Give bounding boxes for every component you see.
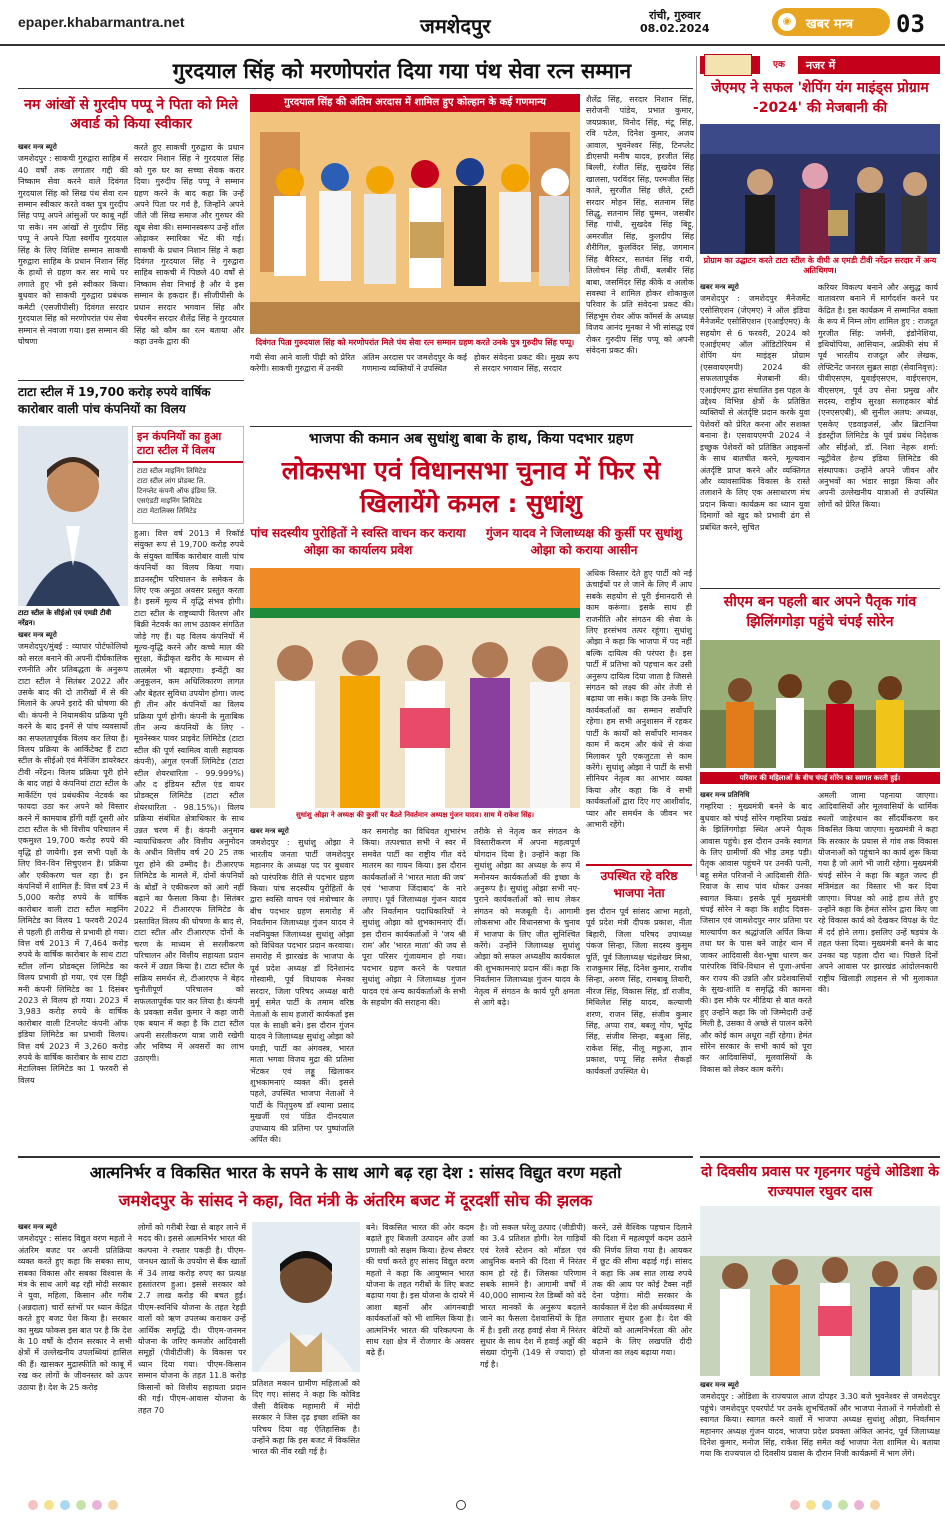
story6-body-col1 [18, 1222, 132, 1494]
edition-date-value: 08.02.2024 [640, 22, 710, 35]
byline: खबर मन्त्र ब्यूरो [250, 827, 289, 835]
byline: खबर मन्त्र ब्यूरो [18, 631, 57, 639]
page-number: 03 [896, 10, 925, 38]
registration-dot [806, 1500, 816, 1510]
story5-headline: सीएम बन पहली बार अपने पैतृक गांव झिलिंगगोड़ा पहुंचे चंपई सोरेन [723, 594, 917, 630]
registration-dot [92, 1500, 102, 1510]
list-item: एसएंडटी माइनिंग लिमिटेड [137, 497, 202, 505]
story4-photo [250, 568, 580, 808]
column-divider [696, 56, 697, 876]
list-item: टाटा स्टील माइनिंग लिमिटेड [137, 467, 207, 475]
story4-body-col2: कर समारोह का विधिवत शुभारंभ किया। तत्पश्चात सभी ने स्वर में समवेत पार्टी का राष्ट्रीय गीत वंदे मातरम का गायन किया। इस दौरान कार्यकर्ताओं ने 'भारत माता की जय' एवं 'भाजपा जिंदाबाद' के नारे लगाए। पूर्व जिलाध्यक्ष गुंजन यादव और निवर्तमान पदाधिकारियों ने सुधांशु ओझा को शुभकामनाएं दीं। इस दौरान कार्यकर्ताओं ने 'जय श्री राम' और 'भारत माता' की जय से पूरा परिसर गूंजायमान हो गया। पदभार ग्रहण करने के पश्चात सुधांशु ओझा ने जिलाध्यक्ष गुंजन यादव एवं अन्य कार्यकर्ताओं के सभी के सहयोग की सराहना की। [362, 827, 466, 1008]
story3-photo [18, 426, 128, 606]
page-header [0, 0, 945, 46]
story1-body-col5: होकर संवेदना प्रकट की। मुख्य रूप से सरदार भगवान सिंह, सरदार [474, 353, 579, 374]
registration-dot [44, 1500, 54, 1510]
story3-headline: टाटा स्टील में 19,700 करोड़ रुपये वार्षिक कारोबार वाली पांच कंपनियों का विलय [18, 385, 211, 416]
byline: खबर मन्त्र ब्यूरो [18, 143, 57, 151]
brand-logo [772, 8, 890, 36]
story7-text: जमशेदपुर : ओडिशा के राज्यपाल आज दोपहर 3.30 बजे भुवनेश्वर से जमशेदपुर पहुंचे। जमशेदपुर एयरपोर्ट पर उनके शुभचिंतकों और भाजपा नेताओं ने गर्मजोशी से स्वागत किया। स्वागत करने वालों में भाजपा अध्यक्ष सुधांशु ओझा, निवर्तमान महानगर अध्यक्ष गुंजन यादव, भाजपा प्रदेश प्रवक्ता अंकित आनंद, पूर्व जिलाध्यक्ष दिनेश कुमार, मनोज सिंह, राकेश सिंह समेत कई भाजपा नेता शामिल थे। बताया गया कि राज्यपाल दो दिवसीय प्रवास के दौरान निजी कार्यक्रमों में भाग लेंगे। [700, 1392, 940, 1459]
nazar-label: नजर में [806, 59, 836, 72]
nazar-banner [700, 56, 940, 74]
story4-subhead-right: गुंजन यादव ने जिलाध्यक्ष की कुर्सी पर सुधांशु ओझा को कराया आसीन [486, 526, 682, 557]
story4-headline: लोकसभा एवं विधानसभा चुनाव में फिर से खिलायेंगे कमल : सुधांशु [281, 456, 661, 518]
story1-photo-banner: गुरदयाल सिंह की अंतिम अरदास में शामिल हुए कोल्हान के कई गणमान्य [250, 94, 580, 112]
site-url[interactable]: epaper.khabarmantra.net [18, 14, 185, 30]
story3-photo-caption: टाटा स्टील के सीईओ एवं एमडी टीवी नरेंद्रन। [18, 609, 112, 627]
story6-body-col3: प्रतिशत मकान ग्रामीण महिलाओं को दिए गए। सांसद ने कहा कि कोविड जैसी वैश्विक महामारी में मोदी सरकार ने जिस दृढ़ इच्छा शक्ति का परिचय दिया वह ऐतिहासिक है। उन्होंने कहा कि इस बजट में विकसित भारत की नींव रखी गई है। [252, 1379, 360, 1457]
story2-body-col1 [700, 282, 810, 582]
divider [700, 1156, 940, 1158]
story2-headline: जेएमए ने सफल 'शेपिंग यंग माइंड्स प्रोग्राम -2024' की मेजबानी की [711, 80, 929, 116]
story5-body-col1 [700, 790, 812, 1150]
byline: खबर मन्त्र ब्यूरो [18, 1223, 57, 1231]
story6-body-col2: लोगों को गरीबी रेखा से बाहर लाने में मदद की। इससे आत्मनिर्भर भारत की कल्पना ने रफ्तार पकड़ी है। पीएम-जनधन खातों के उपयोग से बैंक खातों में 34 लाख करोड़ रुपए का प्रत्यक्ष हस्तांतरण हुआ। इससे सरकार को 2.7 लाख करोड़ की बचत हुई। पीएम-स्वनिधि योजना के तहत रेहड़ी वालों को ऋण उपलब्ध कराकर उन्हें आर्थिक समृद्धि दी। पीएम-जनमन योजना के जरिए कमजोर आदिवासी समूहों (पीवीटीजी) के विकास पर ध्यान दिया गया। पीएम-किसान सम्मान योजना के तहत 11.8 करोड़ किसानों को वित्तीय सहायता प्रदान की गई। पीएम-आवास योजना के तहत 70 [138, 1223, 246, 1415]
story4-body-right: अधिक विस्तार देते हुए पार्टी को नई ऊंचाईयों पर ले जाने के लिए मैं आप सबके सहयोग से पूरी ईमानदारी से काम करूंगा। इसके साथ ही राजनीति और संगठन की सेवा के लिए हरसंभव तत्पर रहूंगा। सुधांशु ओझा ने कहा कि भाजपा में पद नहीं बल्कि दायित्व की परंपरा है। इस पार्टी में प्रतिभा को पहचान कर उसी अनुरूप दायित्व दिया जाता है जिससे संगठन को लक्ष्य की ओर तेजी से बढ़ाया जा सके। कहा कि उनके लिए कार्यकर्ताओं का सम्मान सर्वोपरि रहेगा। हम सभी अनुशासन में रहकर पार्टी के कार्यों को सर्वोपरि मानकर काम में कदम और कंधे से कंधा मिलाकर पूरी एकजुटता से काम करेंगे। सुधांशु ओझा ने पार्टी के सभी सीनियर नेतृत्व का आभार व्यक्त किया और कहा कि वे सभी कार्यकर्ताओं द्वारा दिए गए आशीर्वाद, प्यार और समर्थन के जीवन भर आभारी रहेंगे। [586, 569, 692, 829]
registration-dot [60, 1500, 70, 1510]
airport-welcome-photo-illustration [700, 1206, 940, 1376]
registration-dot [108, 1500, 118, 1510]
divider [250, 426, 692, 427]
story4-body-col3: तरीके से नेतृत्व कर संगठन के विस्तारीकरण में अपना महत्वपूर्ण योगदान दिया है। उन्होंने कहा कि सुधांशु ओझा का अध्यक्ष के रूप में मनोनयन कार्यकर्ताओं की इच्छा के अनुरूप है। सुधांशु ओझा सभी नए-पुराने कार्यकर्ताओं को साथ लेकर संगठन को मजबूती दें। आगामी लोकसभा और विधानसभा के चुनाव में भाजपा के लिए जीत सुनिश्चित करेंगे। उन्होंने जिलाध्यक्ष सुधांशु ओझा को सफल अध्यक्षीय कार्यकाल की शुभकामनाएं प्रदान कीं। कहा कि निवर्तमान जिलाध्यक्ष गुंजन यादव के नेतृत्व में संगठन के कार्य पूरी क्षमता से आगे बढ़े। [474, 827, 580, 1008]
story1-text-1: जमशेदपुर : साकची गुरुद्वारा साहिब में 40 वर्षों तक लगातार गद्दी की निष्काम सेवा करने वाले दिवंगत गुरदयाल सिंह को सिख पंथ सेवा रत्न सम्मान स्वीकार करते वक्त पुत्र गुरदीप सिंह पप्पू अपने आंसुओं पर काबू नहीं पा सके। नम आंखों से गुरदीप सिंह पप्पू ने अपने पिता स्वर्गीय गुरदयाल सिंह के लिए विशिष्ट सम्मान साकची गुरुद्वारा साहिब के प्रधान निशान सिंह के हाथों से ग्रहण कर सर माथे पर लगाते हुए भी इसे स्वीकार किया। बुधवार को साकची गुरुद्वारा प्रबंधक कमेटी (एसजीपीसी) दिवंगत सरदार गुरदयाल सिंह को मरणोपरांत पंथ सेवा सम्मान से नवाजा गया। इस सम्मान की घोषणा [18, 154, 128, 346]
story1-body-col6: शैलेंद्र सिंह, सरदार निशान सिंह, सरोजनी पांडेय, प्रभात कुमार, जयप्रकाश, विनोद सिंह, मंटू सिंह, रवि पटेल, दिनेश कुमार, अजय आवाल, भुवनेश्वर सिंह, टिनप्लेट डीएसपी मनीष यादव, हरजीत सिंह बिल्ली, रंजीत सिंह, सुखदेव सिंह खालसा, परविंदर सिंह, परमजीत सिंह काले, सुरजीत सिंह छीते, ट्रस्टी सरदार मोहन सिंह, सतनाम सिंह सिद्धु, सतनाम सिंह घुम्मन, जसबीर सिंह गांधी, सुखदेव सिंह बिट्टू, अमरजीत सिंह, कुलदीप सिंह शैरीगिल, कुलविंदर सिंह, जगमान सिंह बैरिस्टर, सतवंत सिंह रायी, तिलोचन सिंह तीर्थी, बलबीर सिंह बाबा, जसमिंदर सिंह कीके व अलोक सवस्था ने शामिल होकर शोकाकुल परिवार के प्रति संवेदना प्रकट की। सिंहभूम रोवर ऑफ कॉमर्स के अध्यक्ष विजय आनंद मूनका ने भी सांसद्ध एवं रोकर गुरुदीप सिंह पप्पू को अपनी संवेदना प्रकट की। [586, 95, 694, 355]
village-welcome-photo-illustration [700, 640, 940, 768]
list-item: टाटा स्टील लांग प्रोडक्ट लि. [137, 477, 206, 485]
crosshair-icon [456, 1500, 466, 1510]
story5-photo-caption: परिवार की महिलाओं के बीच चंपई सोरेन का स्वागत करती हुई। [700, 772, 940, 784]
brand-mark-icon: ◉ [778, 13, 796, 31]
story5-body-col2: अमली जामा पहनाया जाएगा। आदिवासियों और मूलवासियों के धार्मिक स्थलों जाहेरथान का सौंदर्यीकरण कर विकसित किया जाएगा। मुख्यमंत्री ने कहा कि सरकार के प्रयास से गांव तक विकास योजनाओं को पहुंचाने का कार्य शुरू किया गया है जो आगे भी जारी रहेगा। मुख्यमंत्री चंपई सोरेन ने कहा कि बहुत जल्द ही मंत्रिमंडल का विस्तार भी कर दिया जाएगा। विपक्ष को आड़े हाथ लेते हुए उन्होंने कहा कि हेमंत सोरेन द्वारा किए जा रहे विकास कार्य को देखकर विपक्ष के पेट में दर्द होने लगा। इसलिए उन्हें षड़यंत्र के तहत फंसा दिया। मुख्यमंत्री बनने के बाद उनका यह पहला दौरा था। पिछले दिनों अपने आवास पर झारखंड आंदोलनकारी राष्ट्रीय खिलाड़ी लाइसन से भी मुलाकात की। [818, 791, 938, 994]
story3-body-col2: हुआ। वित्त वर्ष 2013 में रिकॉर्ड संयुक्त रूप से 19,700 करोड़ रुपये के संयुक्त वार्षिक कारोबार वाली पांच कंपनियों का विलय किया गया। डाउनस्ट्रीम परिचालन के समेकन के लिए एक अनूठा अवसर प्रस्तुत करता है। इसमें मूल्य में वृद्धि संभव होगी। टाटा स्टील के राष्ट्रव्यापी वितरण और बिक्री नेटवर्क का लाभ उठाकर संगठित जोड़े गए हैं। यह विलय कंपनियों में मूल्य-वृद्धि करने और कच्चे माल की सुरक्षा, केंद्रीकृत खरीद के माध्यम से तालमेल भी बढ़ाएगा। इन्वेंट्री का अनुकूलन, कम अधिलिकारण लागत और बेहतर सुविधा उपयोग होगा। जल्द ही तीन और कंपनियों का विलय प्रक्रिया पूर्ण होगी। कंपनी के मुताबिक तीन अन्य कंपनियों के लिए - मूवनेस्कर पावर प्राइवेट लिमिटेड (टाटा स्टील की पूर्ण स्वामित्व वाली सहायक कंपनी), अंगुल एनर्जी लिमिटेड (टाटा स्टील शेयरधारिता - 99.999%) और द इंडियन स्टील एंड वायर प्रोडक्ट्स लिमिटेड (टाटा स्टील शेयरधारिता - 98.15%)। विलय प्रक्रिया संबंधित क्षेत्राधिकार के साथ उन्नत चरण में है। कंपनी अनुमान न्यायाधिकरण और वित्तीय अनुमोदन के अधीन वित्तीय वर्ष 20 25 तक पूरा होने की उम्मीद है। टीआरएफ लिमिटेड के मामले में, दोनों कंपनियों के बोर्डों ने एकीकरण को आगे नहीं बढ़ाने का फैसला किया है। सितंबर 2022 में टीआरएफ लिमिटेड के प्रस्तावित विलय की घोषणा के बाद से, टाटा स्टील और टीआरएफ दोनों के चरण के माध्यम से सरलीकरण परिचालन और वित्तीय सहायता प्रदान करने में उद्यत किया है। टाटा स्टील के सक्रिय समर्थन से, टीआरएफ ने बेहद चुनौतीपूर्ण परिचालन को सफलतापूर्वक पार कर लिया है। कंपनी के प्रवक्ता सर्वेश कुमार ने कहा जारी एक बयान में कहा है कि टाटा स्टील अपनी सरलीकरण यात्रा जारी रखेगी और भविष्य में अवसरों का लाभ उठाएगी। [134, 529, 244, 1063]
list-item: टाटा मेटालिक्स लिमिटेड [137, 507, 197, 515]
story2-body-col2: करियर विकल्प बनाने और असुद्ध कार्य वातावरण बनाने में मार्गदर्शन करने पर केंद्रित है। इस कार्यक्रम में सम्मानित वक्ता के रूप में निम्न लोग शामिल हुए : राजदूत गुरजीत सिंह: जर्मनी, इंडोनेशिया, इथियोपिया, आसियान, अफ्रीकी संघ में पूर्व भारतीय राजदूत और लेखक, लेफ्टिनेंट जनरल सुब्रत साहा (सेवानिवृत्त): पीवीएसएम, यूवाईएसएम, वाईएसएम, वीएसएम, पूर्व उप सेना प्रमुख और सदस्य, राष्ट्रीय सुरक्षा सलाहकार बोर्ड (एनएसएबी), श्री सुनील अलघ: अध्यक्ष, एसकेए एडवाइजर्स, और ब्रिटानिया इंडस्ट्रीज लिमिटेड के पूर्व प्रबंध निदेशक और सीईओ, डॉ. निशा नेहरू शर्मा: न्यूट्रीवेल हेल्थ इंडिया लिमिटेड की संस्थापक। उन्होंने अपने जीवन और अनुभवों का भंडार साझा किया और अपनी उल्लेखनीय यात्राओं से उपस्थित लोगों को प्रेरित किया। [818, 283, 938, 509]
edition-city: जमशेदपुर [420, 14, 491, 38]
story2-photo [700, 124, 940, 254]
story1-headline: गुरदयाल सिंह को मरणोपरांत दिया गया पंथ सेवा रत्न सम्मान [172, 59, 632, 83]
byline: खबर मन्त्र प्रतिनिधि [700, 791, 750, 799]
list-item: टिनप्लेट कंपनी ऑफ इंडिया लि. [137, 487, 217, 495]
story4-sidebar-body: इस दौरान पूर्व सांसद आभा महतो, पूर्व प्रदेश मंत्री दीपक प्रकाश, नीता बिहारी, जिला परिषद उपाध्यक्ष पंकज सिन्हा, जिला सदस्य कुसुम पूर्ति, पूर्व जिलाध्यक्ष चंद्रशेखर मिश्रा, राजकुमार सिंह, दिनेश कुमार, राजीव सिन्हा, अरुण सिंह, रामबाबू तिवारी, नीरज सिंह, विकास सिंह, डॉ राजीव, मिथिलेश सिंह यादव, कल्याणी शरण, राजन सिंह, संजीव कुमार सिंह, अप्पा राव, बबलू गोप, भूपेंद्र सिंह, संजीव सिन्हा, बबुआ सिंह, राकेश सिंह, नीलू मछुआ, ज्ञान प्रकाश, पप्पू सिंह समेत सैकड़ों कार्यकर्ता उपस्थित थे। [586, 907, 692, 1076]
story6-body-col4: बने। विकसित भारत की ओर कदम बढ़ाते हुए बिजली उत्पादन और उर्जा प्रणाली को सक्षम किया। हेल्थ सेक्टर की चर्चा करते हुए सांसद विद्युत वरण महतो ने कहा कि आयुष्मान भारत योजना के तहत गरीबों के लिए बजट बढ़ाया गया है। इस योजना के दायरे में आशा बहनों और आंगनबाड़ी कार्यकर्ताओं को भी शामिल किया है। आत्मनिर्भर भारत की परिकल्पना के साथ रक्षा क्षेत्र में रोजगार के अवसर बढ़े हैं। [366, 1223, 474, 1358]
registration-dot [28, 1500, 38, 1510]
registration-dot [790, 1500, 800, 1510]
registration-dot [854, 1500, 864, 1510]
divider [18, 380, 244, 381]
divider [18, 88, 693, 89]
story6-body-col6: करने, उसे वैश्विक पहचान दिलाने की दिशा में महत्वपूर्ण कदम उठाने की निर्णय लिया गया है। आयकर में छूट की सीमा बढ़ाई गई। सांसद ने कहा कि अब सात लाख रुपये तक की आय पर कोई टैक्स नहीं देना पड़ेगा। मोदी सरकार के कार्यकाल में देश की अर्थव्यवस्था में लगातार सुधार हुआ है। देश की बेटियों को आत्मनिर्भरता की ओर बढ़ाने के लिए लखपति दीदी योजना का लक्ष्य बढ़ाया गया। [592, 1223, 692, 1358]
divider [700, 588, 940, 589]
story1-subhead: नम आंखों से गुरदीप पप्पू ने पिता को मिले अवार्ड को किया स्वीकार [24, 97, 238, 132]
story4-text-1: जमशेदपुर : सुधांशु ओझा ने भारतीय जनता पार्टी जमशेदपुर महानगर के अध्यक्ष पद पर बुधवार को पारंपरिक रीति से पदभार ग्रहण किया। पांच सदस्यीय पुरोहितों के द्वारा स्वस्ति वाचन एवं मंत्रोच्चार के बीच पदभार ग्रहण समारोह में निवर्तमान जिलाध्यक्ष गुंजन यादव ने नवनियुक्त जिलाध्यक्ष सुधांशु ओझा को विधिवत पदभार प्रदान करवाया। समारोह में झारखंड के भाजपा के पूर्व प्रदेश अध्यक्ष डॉ दिनेशानंद गोस्वामी, पूर्व विधायक मेनका सरदार, जिला परिषद अध्यक्ष बारी मुर्मू समेत पार्टी के तमाम वरिष्ठ नेताओं के साथ हजारों कार्यकर्ता इस पल के साक्षी बने। इस दौरान गुंजन यादव ने जिलाध्यक्ष सुधांशु ओझा को पगड़ी, पार्टी का अंगवस्त्र, भारत माता भगवा विजय मुद्रा की प्रतिमा भेंटकर एवं लड्डू खिलाकर शुभकामनाएं व्यक्त कीं। इससे पहले, उपस्थित भाजपा नेताओं ने पार्टी के पितृपुरुष डॉ श्यामा प्रसाद मुखर्जी एवं पंडित दीनदयाल उपाध्याय की प्रतिमा पर पुष्पांजलि अर्पित की। [250, 838, 354, 1144]
mp-portrait-illustration [252, 1222, 360, 1372]
registration-dot [76, 1500, 86, 1510]
story6-subhead: जमशेदपुर के सांसद ने कहा, वित मंत्री के अंतरिम बजट में दूरदर्शी सोच की झलक [118, 1191, 593, 1210]
edition-place-day: रांची, गुरुवार [649, 9, 701, 22]
story1-body-col4: अंतिम अरदास पर जमशेदपुर के कई गणमान्य व्यक्तियों ने उपस्थित [362, 353, 467, 374]
story1-body-col3: गयी सेवा आने वाली पीढ़ी को प्रेरित करेगी। साकची गुरुद्वारा में उनकी [250, 353, 355, 374]
nazar-ek-label: एक [760, 56, 798, 74]
story1-photo [250, 94, 580, 334]
story4-photo-caption: सुधांशु ओझा ने अध्यक्ष की कुर्सी पर बैठते निवर्तमान अध्यक्ष गुंजन यादव। साथ में राकेश सिंह। [296, 811, 534, 819]
story7-headline: दो दिवसीय प्रवास पर गृहनगर पहुंचे ओडिशा के राज्यपाल रघुवर दास [700, 1164, 940, 1200]
story7-body [700, 1380, 940, 1494]
portrait-illustration [18, 426, 128, 606]
story1-photo-caption: दिवंगत पिता गुरुदयाल सिंह को मरणोपरांत मिले पंथ सेवा रत्न सम्मान ग्रहण करते उनके पुत्र गुरुदीप सिंह पप्पू। [255, 338, 575, 347]
brand-name: खबर मन्त्र [806, 17, 854, 32]
divider [18, 1156, 693, 1158]
registration-dot [870, 1500, 880, 1510]
byline: खबर मन्त्र ब्यूरो [700, 1381, 739, 1389]
story6-text-1: जमशेदपुर : सांसद विद्युत वरण महतो ने अंतरिम बजट पर अपनी प्रतिक्रिया व्यक्त करते हुए कहा कि सबका साथ, सबका विकास और सबका विश्वास के मंत्र के साथ आगे बढ़ रही मोदी सरकार ने युवा, महिला, किसान और गरीब (अन्नदाता) चारों स्तंभों पर ध्यान केंद्रित करते हुए बजट पेश किया है। सरकार का मुख्य फोकस इस बात पर है कि देश के 10 वर्षों के दौरान सरकार ने सभी क्षेत्रों में उल्लेखनीय उपलब्धियां हासिल की हैं। खासकर मुद्रास्फीति को काबू में रख कर लोगों के जीवनस्तर को ऊपर उठाया है। देश के 25 करोड़ [18, 1234, 132, 1392]
ceremony-photo-illustration [250, 112, 580, 334]
story2-photo-caption: प्रोग्राम का उद्घाटन करते टाटा स्टील के वीपी अ एमडी टीवी नरेंद्रन सरदार में अन्य अतिथिगण। [703, 256, 937, 275]
story3-inset-box [132, 426, 244, 524]
story6-body-col5: है। जो सकल घरेलू उत्पाद (जीडीपी) का 3.4 प्रतिशत होगी। रेल गाड़ियों एवं रेलवे स्टेशन को मॉडल एवं आधुनिक बनाने की दिशा में निरंतर काम हो रहे हैं। जिसका परिणाम सबके सामने है। आगामी वर्षों में 40,000 सामान्य रेल डिब्बों को वंदे भारत मानकों के अनुरूप बदलने जाने का फैसला देशवासियों के हित में है। इसी तरह हवाई सेवा में निरंतर सुधार के साथ देश में हवाई अड्डों की संख्या दोगुनी (149 से ज्यादा) हो गई है। [480, 1223, 586, 1369]
story6-photo [252, 1222, 360, 1372]
story3-box-list [133, 463, 243, 519]
story3-box-title: इन कंपनियों का हुआ टाटा स्टील में विलय [133, 427, 243, 463]
story7-photo [700, 1206, 940, 1376]
story5-text-1: गम्हरिया : मुख्यमंत्री बनने के बाद बुधवार को चंपई सोरेन गम्हरिया प्रखंड के झिलिंगगोड़ा स्थित अपने पैतृक आवास पहुंचे। इस दौरान उनके स्वागत के लिए ग्रामीणों की भीड़ उमड़ पड़ी। पैतृक आवास पहुंचने पर उनकी पत्नी, बहू समेत परिजनों ने आदिवासी रीति-रिवाज के साथ पांव धोकर उनका स्वागत किया। इसके पूर्व मुख्यमंत्री चंपई सोरेन ने कहा कि शहीद दिवस-जिसान एवं जामशेदपुर नगर प्रतिमा पर माल्यार्पण कर श्रद्धांजलि अर्पित किया तथा घर के पास बने जाहेर थान में जाकर आदिवासी वेश-भूषा धारण कर पारंपरिक विधि-विधान से पूजा-अर्चना कर राज्य की उन्नति और प्रदेशवासियों के सुख-शांति व समृद्धि की कामना की। इस मौके पर मीडिया से बात करते हुए उन्होंने कहा कि जो जिम्मेदारी उन्हें मिली है, उसका वे अच्छे से पालन करेंगे और कोई काम अधूरा नहीं रहेगा। हेमंत सोरेन सरकार के सभी कार्य को पूरा कर आदिवासियों, मूलवासियों के विकास को लेकर काम करेंगे। [700, 802, 812, 1074]
nazar-badge-icon [704, 54, 752, 76]
story6-headline: आत्मनिर्भर व विकसित भारत के सपने के साथ आगे बढ़ रहा देश : सांसद विद्युत वरण महतो [89, 1163, 622, 1182]
story3-text-1: जमशेदपुर/मुंबई : व्यापार पोर्टफोलियो को सरल बनाने की अपनी दीर्घकालिक रणनीति और प्रतिबद्धता के अनुरूप टाटा स्टील ने सितंबर 2022 और उसके बाद की दो तारीखों में से की मिलाने के अपने इरादे की घोषणा की थी। कंपनी ने नियामकीय प्रक्रिया पूरी करने के बाद इनमें से पांच व्यवसायों का सफलतापूर्वक विलय कर लिया है। विलय प्रक्रिया के आर्किटेक्ट हैं टाटा स्टील के सीईओ एवं मैनेजिंग डायरेक्टर टीवी नरेंद्रन। विलय प्रक्रिया पूरी होने के बाद जहां ये कंपनियां टाटा स्टील के मार्केटिंग एवं प्रबंधकीय नेटवर्क का फायदा उठा कर अपने को विस्तार करने में कामयाब होंगी वहीं दूसरी ओर टाटा स्टील के भी वित्तीय परिचालन में एकमुश्त 19,700 करोड़ रुपये की वृद्धि हो जायेगी। इस सभी पक्षों के लिए विन-विन सिचुएशन है। प्रक्रिया और एकीकरण चल रहा है। इन कंपनियों में शामिल हैं: वित्त वर्ष 23 में 5,000 करोड़ रुपये के वार्षिक कारोबार वाली टाटा स्टील माइनिंग लिमिटेड का विलय 1 फरवरी 2024 से पहली ही तारीख से प्रभावी हो गया। वित्त वर्ष 2013 में 7,464 करोड़ रुपये के वार्षिक कारोबार के साथ टाटा स्टील लॉन्ग प्रोडक्ट्स लिमिटेड का विलय प्रभावी हो गया, एवं एस डिट्टी मनी कंपनी लिमिटेड का 1 दिसंबर 2023 से विलय हो गया। 2023 में 3,983 करोड़ रुपये के वार्षिक कारोबार वाली टिनप्लेट कंपनी ऑफ इंडिया लिमिटेड का प्रभावी विलय। वित्त वर्ष 2023 में 3,260 करोड़ रुपये के वार्षिक कारोबार के साथ टाटा मेटालिक्स लिमिटेड का 1 फरवरी से विलय [18, 642, 128, 1085]
edition-date [640, 9, 710, 35]
story2-text-1: जमशेदपुर : जमशेदपुर मैनेजमेंट एसोसिएशन (जेएमए) ने ऑल इंडिया मैनेजमेंट एसोसिएशन (एआईएमए) के सहयोग से 6 फरवरी, 2024 को एआईएमए ऑल ऑडिटोरियम में शेपिंग यंग माइंड्स प्रोग्राम (एसवायएमपी) 2024 की सफलतापूर्वक मेजबानी की। एआईएमए द्वारा संचालित इस पहल के उद्देश्य विभिन्न क्षेत्रों के प्रतिष्ठित व्यक्तियों से अंतर्दृष्टि प्रदान करके युवा पेशेवरों को प्रेरित करना और सशक्त बनाना है। एसवायएमपी 2024 ने इच्छुक पेशेवरों को प्रतिष्ठित आइकनों के साथ बातचीत करने, मूल्यवान अंतर्दृष्टि प्राप्त करने और व्यक्तिगत और व्यावसायिक विकास के रास्ते तलाशने के लिए एक असाधारण मंच प्रदान किया। कार्यक्रम का ध्यान युवा दिमागों को खुद को प्रभावी ढंग से प्रबंधित करने, सुचित [700, 294, 810, 532]
bjp-ceremony-photo-illustration [250, 568, 580, 808]
jma-event-photo-illustration [700, 124, 940, 254]
story5-photo [700, 640, 940, 768]
story4-subhead-left: पांच सदस्यीय पुरोहितों ने स्वस्ति वाचन कर कराया ओझा का कार्यालय प्रवेश [250, 526, 466, 557]
story4-body-col1 [250, 826, 354, 1150]
story4-kicker: भाजपा की कमान अब सुधांशु बाबा के हाथ, किया पदभार ग्रहण [308, 431, 634, 447]
registration-dot [838, 1500, 848, 1510]
registration-dot [822, 1500, 832, 1510]
byline: खबर मन्त्र ब्यूरो [700, 283, 739, 291]
story3-body-col1 [18, 630, 128, 1150]
story1-body-col2: करते हुए साकची गुरुद्वारा के प्रधान सरदार निशान सिंह ने गुरदयाल सिंह को गुरु घर का सच्चा सेवक करार दिया। गुरुदीप सिंह पप्पू ने सम्मान ग्रहण करने के बाद कहा कि उन्हें अपने पिता पर गर्व है, जिन्होंने अपने जीते जी सिख समाज और गुरुघर की खूब सेवा की। सम्मानस्वरूप उन्हें शॉल ओढ़ाकर स्मारिका भेंट की गई। साकची के प्रधान निशान सिंह ने कहा दिवंगत गुरदयाल सिंह ने गुरुद्वारा साहिब साकची में पिछले 40 वर्षों से निष्काम सेवा निभाई है और ये इस सम्मान के हकदार हैं। सीजीपीसी के प्रधान सरदार भगवान सिंह और चेयरमैन सरदार शैलेंद्र सिंह ने गुरदयाल सिंह को कौम का रत्न बताया और कहा उनके द्वारा की [134, 143, 244, 346]
story4-sidebar-head: उपस्थित रहे वरिष्ठ भाजपा नेता [586, 864, 692, 902]
